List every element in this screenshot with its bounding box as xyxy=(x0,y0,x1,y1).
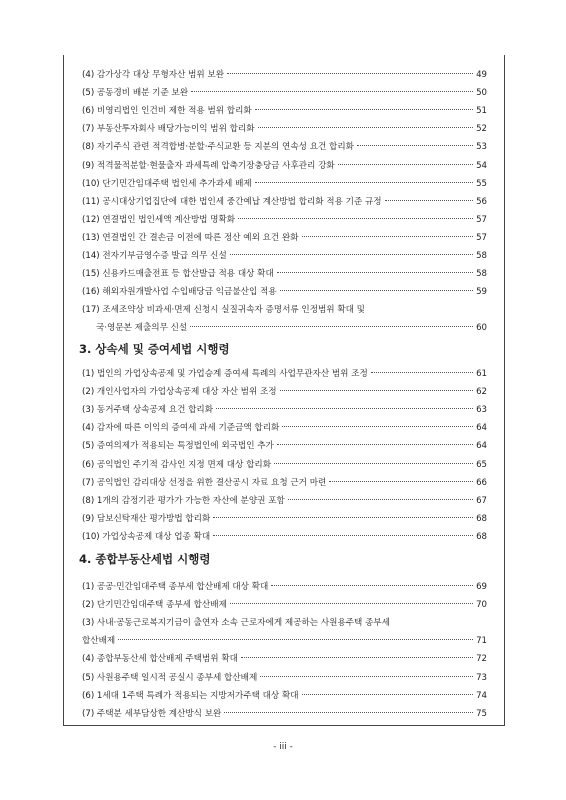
dot-leader xyxy=(216,408,473,409)
entry-title: 국·영문본 제출의무 신설 xyxy=(96,323,188,334)
toc-entry[interactable] xyxy=(82,420,487,436)
dot-leader xyxy=(255,109,473,110)
entry-title: (9) 담보신탁재산 평가방법 합리화 xyxy=(82,513,211,524)
entry-page-number: 50 xyxy=(476,88,487,99)
entry-page-number: 73 xyxy=(476,672,487,683)
toc-entry[interactable] xyxy=(82,284,487,300)
dot-leader xyxy=(302,694,473,695)
entry-title: (13) 연결법인 간 결손금 이전에 따른 정산 예외 요건 완화 xyxy=(82,232,299,243)
entry-page-number: 64 xyxy=(476,441,487,452)
toc-entry[interactable] xyxy=(82,212,487,228)
entry-page-number: 75 xyxy=(476,708,487,719)
toc-entry[interactable] xyxy=(82,139,487,155)
toc-entry[interactable] xyxy=(82,529,487,545)
entry-page-number: 62 xyxy=(476,387,487,398)
entry-title: (2) 개인사업자의 가업상속공제 대상 자산 범위 조정 xyxy=(82,387,277,398)
entry-page-number: 53 xyxy=(476,142,487,153)
entry-page-number: 68 xyxy=(476,513,487,524)
entry-page-number: 60 xyxy=(476,323,487,334)
entry-title: (16) 해외자원개발사업 수입배당금 익금불산입 적용 xyxy=(82,287,277,298)
toc-entry[interactable] xyxy=(82,266,487,282)
dot-leader xyxy=(280,390,473,391)
dot-leader xyxy=(302,236,474,237)
entry-page-number: 49 xyxy=(476,70,487,80)
entry-page-number: 57 xyxy=(476,214,487,225)
toc-entry[interactable] xyxy=(82,402,487,418)
toc-entry[interactable] xyxy=(82,67,487,83)
dot-leader xyxy=(230,603,473,604)
dot-leader xyxy=(118,639,473,640)
entry-title: (10) 가업상속공제 대상 업종 확대 xyxy=(82,531,211,542)
toc-entry[interactable] xyxy=(82,651,487,667)
dot-leader xyxy=(274,463,473,464)
entry-title: (4) 감가상각 대상 무형자산 범위 보완 xyxy=(82,70,225,80)
entry-page-number: 68 xyxy=(476,531,487,542)
dot-leader xyxy=(213,535,473,536)
dot-leader xyxy=(277,444,473,445)
entry-title: (5) 공동경비 배분 기준 보완 xyxy=(82,88,189,99)
toc-entry[interactable] xyxy=(82,176,487,192)
entry-title: (15) 신용카드매출전표 등 합산발급 적용 대상 확대 xyxy=(82,269,274,280)
toc-entry[interactable] xyxy=(82,366,487,382)
dot-leader xyxy=(260,676,473,677)
entry-title: (11) 공시대상기업집단에 대한 법인세 중간예납 계산방법 합리화 적용 기준 규정 xyxy=(82,196,382,207)
dot-leader xyxy=(255,182,473,183)
entry-page-number: 56 xyxy=(476,196,487,207)
entry-page-number: 70 xyxy=(476,600,487,611)
entry-title: (5) 증여의제가 적용되는 특정법인에 외국법인 추가 xyxy=(82,441,274,452)
dot-leader xyxy=(357,145,473,146)
entry-title: (5) 사원용주택 일시적 공실시 종부세 합산배제 xyxy=(82,672,258,683)
entry-title: (7) 주택분 세부담상한 계산방식 보완 xyxy=(82,708,222,719)
entry-page-number: 67 xyxy=(476,495,487,506)
dot-leader xyxy=(271,585,473,586)
entry-title: (7) 공익법인 감리대상 선정을 위한 결산공시 자료 요청 근거 마련 xyxy=(82,477,327,488)
dot-leader xyxy=(227,73,473,74)
toc-entry[interactable] xyxy=(82,384,487,400)
entry-page-number: 54 xyxy=(476,160,487,171)
entry-page-number: 58 xyxy=(476,251,487,261)
entry-title: (1) 법인의 가업상속공제 및 가업승계 증여세 특례의 사업무관자산 범위 조정 xyxy=(82,369,368,379)
entry-page-number: 61 xyxy=(476,369,487,379)
entry-title: (7) 부동산투자회사 배당가능이익 범위 합리화 xyxy=(82,124,255,135)
entry-title: (2) 단기민간임대주택 종부세 합산배제 xyxy=(82,600,227,611)
toc-entry[interactable] xyxy=(82,230,487,246)
toc-entry[interactable] xyxy=(82,438,487,454)
entry-title: (4) 종합부동산세 합산배제 주택범위 확대 xyxy=(82,654,238,665)
entry-page-number: 64 xyxy=(476,423,487,434)
toc-entry[interactable] xyxy=(82,85,487,101)
entry-page-number: 55 xyxy=(476,178,487,189)
dot-leader xyxy=(241,657,473,658)
entry-title: (8) 1개의 감정기관 평가가 가능한 자산에 분양권 포함 xyxy=(82,495,285,506)
entry-title: (6) 비영리법인 인건비 제한 적용 범위 합리화 xyxy=(82,106,252,117)
entry-page-number: 52 xyxy=(476,124,487,135)
toc-entry[interactable] xyxy=(82,670,487,686)
dot-leader xyxy=(238,218,473,219)
dot-leader xyxy=(385,200,473,201)
toc-entry[interactable] xyxy=(82,475,487,491)
entry-title: (1) 공공·민간임대주택 종부세 합산배제 대상 확대 xyxy=(82,582,269,592)
toc-entry-line1: (3) 사내·공동근로복지기금이 출연자 소속 근로자에게 제공하는 사원용주택 종부세 xyxy=(82,618,390,629)
section-heading: 3. 상속세 및 증여세법 시행령 xyxy=(79,342,230,356)
toc-entry[interactable] xyxy=(82,597,487,613)
entry-page-number: 66 xyxy=(476,477,487,488)
dot-leader xyxy=(213,517,473,518)
section-heading: 4. 종합부동산세법 시행령 xyxy=(79,552,211,566)
dot-leader xyxy=(371,372,473,373)
entry-page-number: 63 xyxy=(476,405,487,416)
entry-title: (9) 적격물적분할·현물출자 과세특례 압축기장충당금 사후관리 강화 xyxy=(82,160,335,171)
dot-leader xyxy=(280,290,473,291)
toc-entry[interactable] xyxy=(82,511,487,527)
dot-leader xyxy=(191,91,473,92)
entry-page-number: 72 xyxy=(476,654,487,665)
entry-title: (6) 공익법인 주기적 감사인 지정 면제 대상 합리화 xyxy=(82,459,272,470)
toc-entry[interactable] xyxy=(82,158,487,174)
dot-leader xyxy=(338,164,473,165)
toc-entry[interactable] xyxy=(82,248,487,264)
toc-entry[interactable] xyxy=(82,688,487,704)
toc-entry[interactable] xyxy=(82,706,487,722)
toc-entry[interactable] xyxy=(96,320,487,336)
entry-title: (12) 연결법인 법인세액 계산방법 명확화 xyxy=(82,214,236,225)
entry-page-number: 57 xyxy=(476,232,487,243)
toc-entry[interactable] xyxy=(82,194,487,210)
dot-leader xyxy=(329,481,473,482)
dot-leader xyxy=(282,426,473,427)
toc-entry[interactable] xyxy=(82,121,487,137)
entry-page-number: 65 xyxy=(476,459,487,470)
entry-title: (3) 동거주택 상속공제 요건 합리화 xyxy=(82,405,214,416)
dot-leader xyxy=(258,127,474,128)
entry-title: (8) 자기주식 관련 적격합병·분할·주식교환 등 지분의 연속성 요건 합리화 xyxy=(82,142,354,153)
dot-leader xyxy=(224,712,473,713)
entry-title: 합산배제 xyxy=(82,636,116,647)
toc-entry[interactable] xyxy=(82,633,487,649)
toc-entry[interactable] xyxy=(82,457,487,473)
dot-leader xyxy=(190,326,473,327)
dot-leader xyxy=(277,272,473,273)
page-number: - iii - xyxy=(273,742,293,752)
entry-page-number: 71 xyxy=(476,636,487,647)
toc-entry[interactable] xyxy=(82,493,487,509)
entry-page-number: 51 xyxy=(476,106,487,117)
toc-entry-line1: (17) 조세조약상 비과세·면제 신청시 실질귀속자 증명서류 인정범위 확대 및 xyxy=(82,305,365,316)
toc-entry[interactable] xyxy=(82,579,487,595)
dot-leader xyxy=(288,499,473,500)
dot-leader xyxy=(230,254,473,255)
entry-title: (6) 1세대 1주택 특례가 적용되는 지방저가주택 대상 확대 xyxy=(82,690,299,701)
entry-page-number: 59 xyxy=(476,287,487,298)
entry-page-number: 74 xyxy=(476,690,487,701)
entry-title: (4) 감자에 따른 이익의 증여세 과세 기준금액 합리화 xyxy=(82,423,280,434)
toc-entry[interactable] xyxy=(82,103,487,119)
entry-title: (10) 단기민간임대주택 법인세 추가과세 배제 xyxy=(82,178,252,189)
entry-title: (14) 전자기부금영수증 발급 의무 신설 xyxy=(82,251,227,261)
entry-page-number: 58 xyxy=(476,269,487,280)
entry-page-number: 69 xyxy=(476,582,487,592)
